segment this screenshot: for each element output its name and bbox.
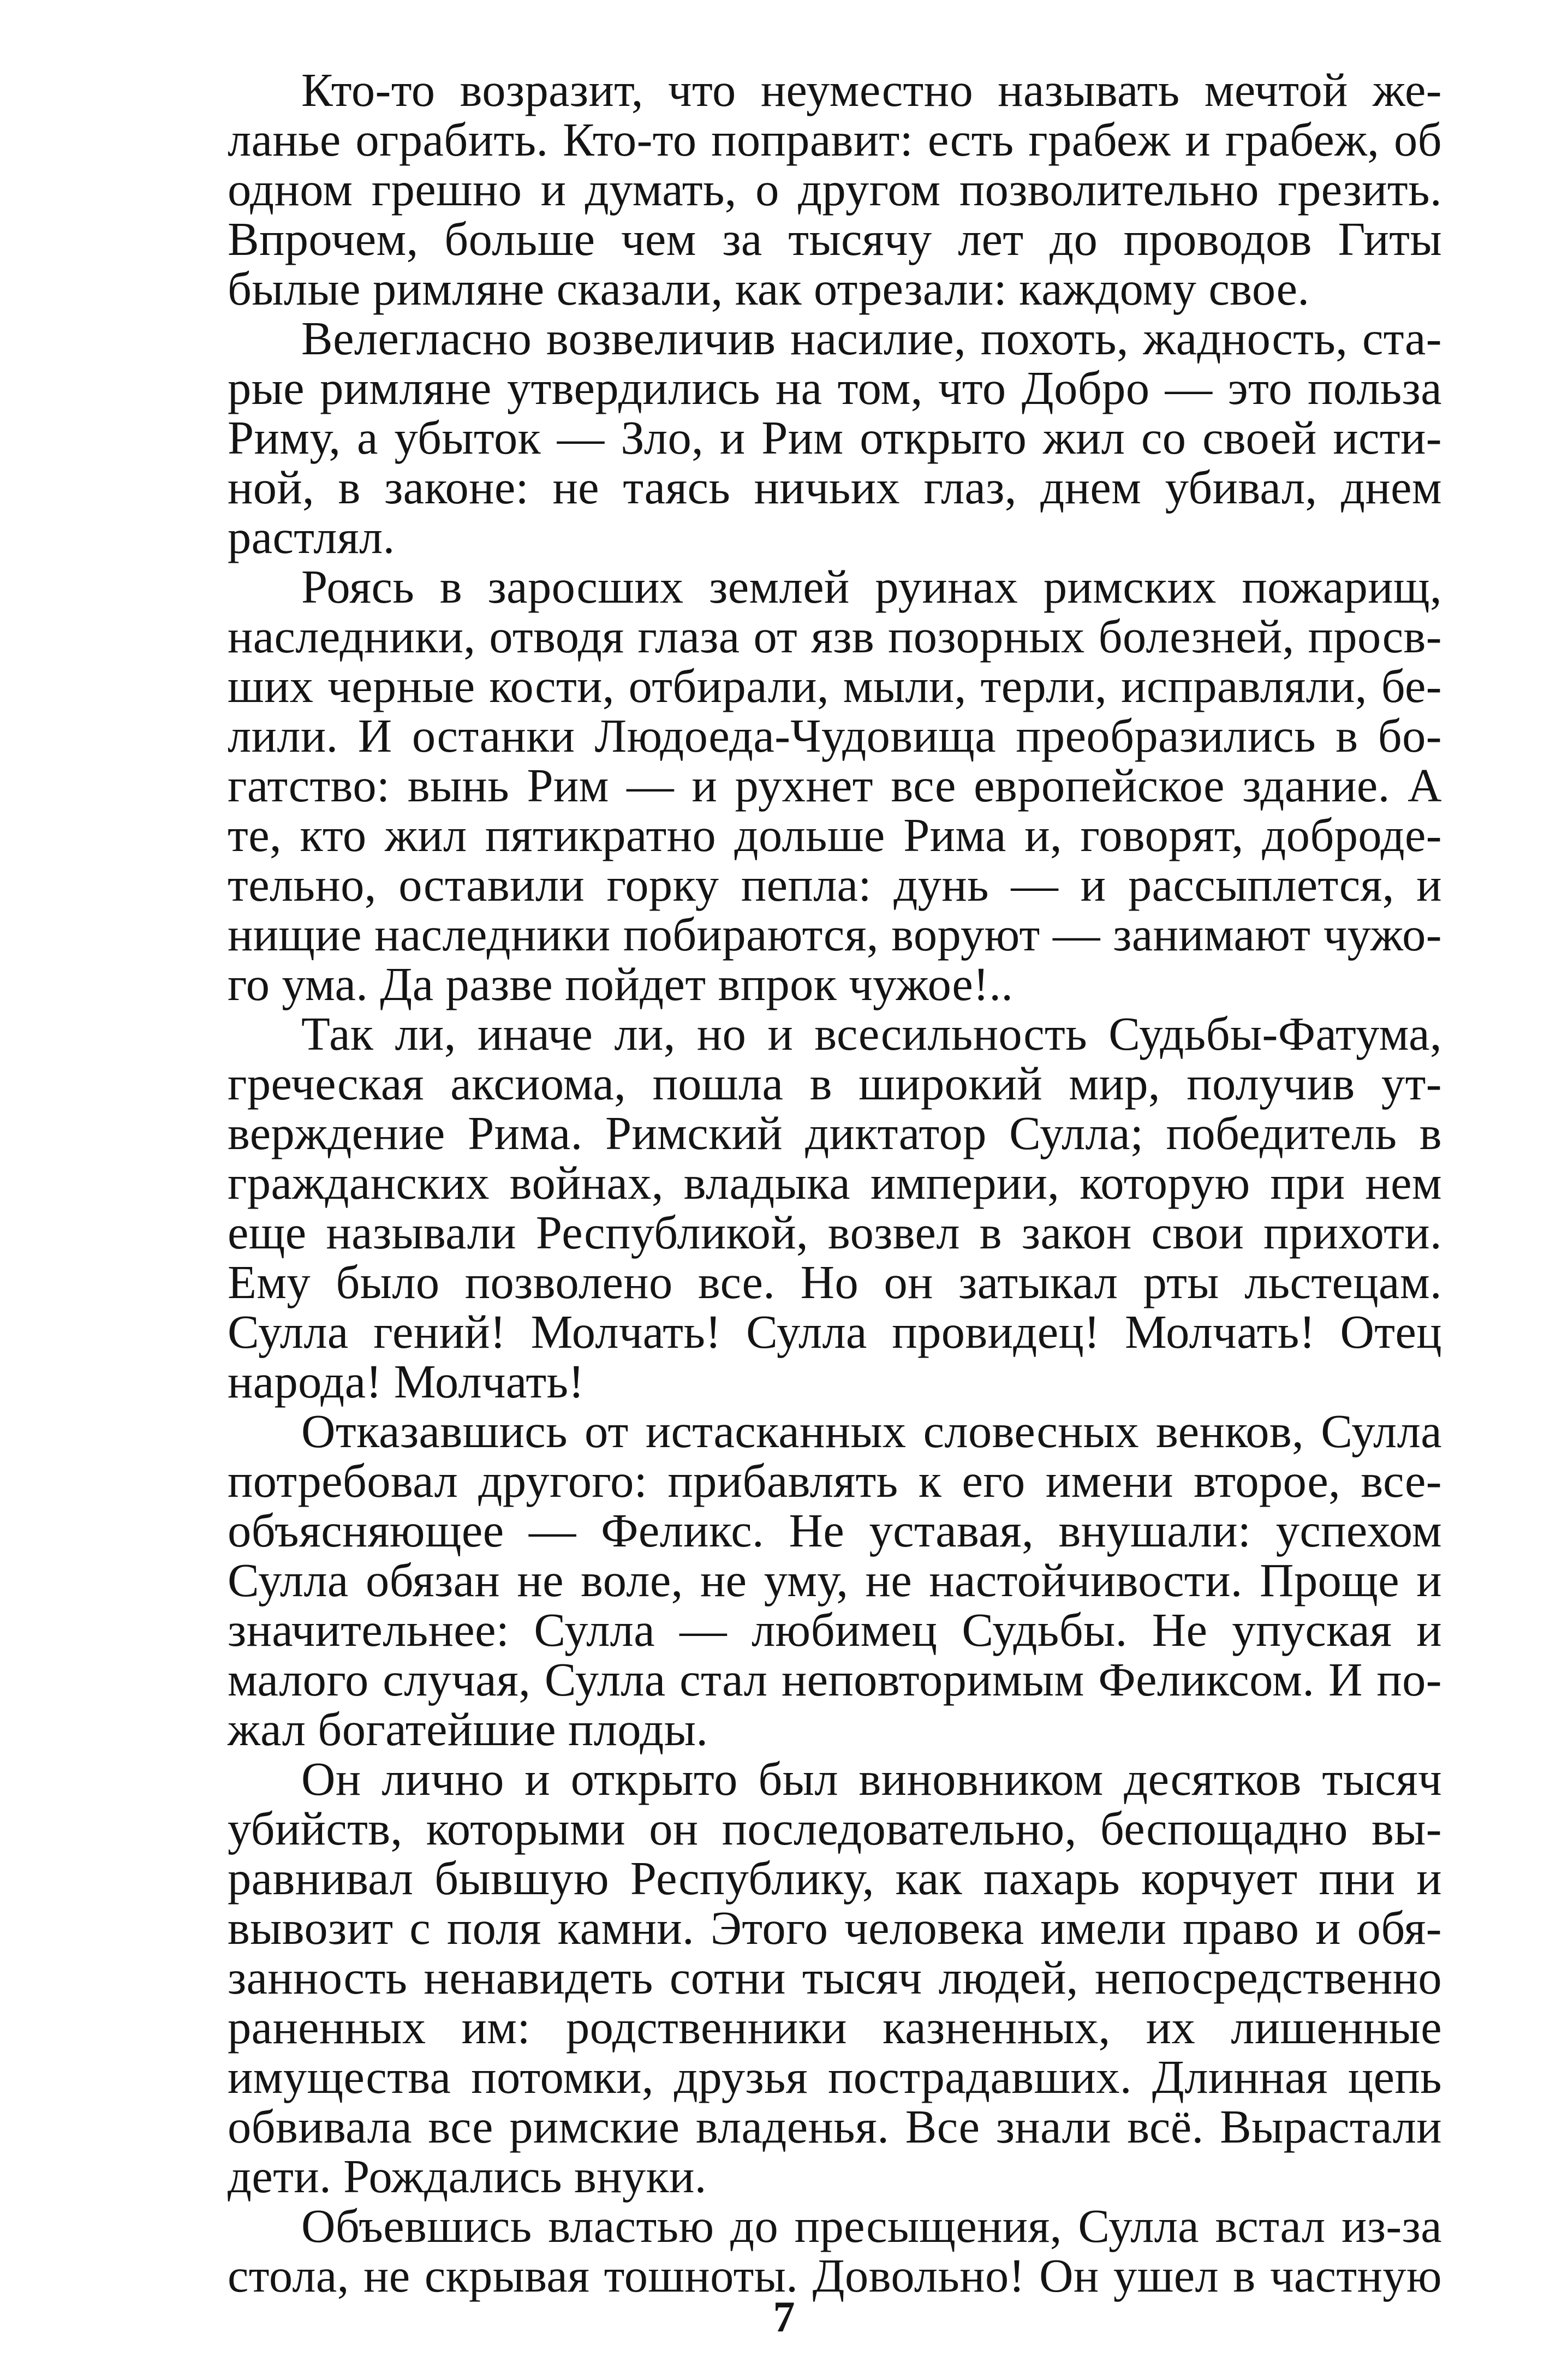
text-line: Он лично и открыто был виновником десятков тысяч <box>301 1753 1442 1805</box>
text-line: былые римляне сказали, как отрезали: каждому свое. <box>228 263 1310 315</box>
text-line: лили. И останки Людоеда-Чудовища преобразились в бо- <box>228 710 1442 762</box>
text-line: Велегласно возвеличив насилие, похоть, жадность, ста- <box>301 312 1442 365</box>
text-line: занность ненавидеть сотни тысяч людей, непосредственно <box>228 1951 1442 2004</box>
text-line: Риму, а убыток — Зло, и Рим открыто жил со своей исти- <box>228 412 1442 464</box>
text-line: растлял. <box>228 511 395 563</box>
text-line: еще называли Республикой, возвел в закон свои прихоти. <box>228 1206 1442 1259</box>
text-line: обвивала все римские владенья. Все знали всё. Вырастали <box>228 2101 1442 2153</box>
paragraph-5 <box>154 1407 1442 1754</box>
text-line: Сулла гений! Молчать! Сулла провидец! Молчать! Отец <box>228 1306 1442 1358</box>
text-line: ших черные кости, отбирали, мыли, терли, исправляли, бе- <box>228 660 1442 712</box>
text-line: гатство: вынь Рим — и рухнет все европейское здание. А <box>228 759 1442 812</box>
text-line: наследники, отводя глаза от язв позорных болезней, просв- <box>228 610 1442 663</box>
text-line: одном грешно и думать, о другом позволительно грезить. <box>228 163 1442 216</box>
text-line: Так ли, иначе ли, но и всесильность Судьбы-Фатума, <box>301 1008 1442 1060</box>
text-line: убийств, которыми он последовательно, беспощадно вы- <box>228 1802 1442 1855</box>
text-line: Ему было позволено все. Но он затыкал рты льстецам. <box>228 1256 1442 1308</box>
text-line: те, кто жил пятикратно дольше Рима и, говорят, доброде- <box>228 809 1442 861</box>
text-line: Роясь в заросших землей руинах римских пожарищ, <box>301 561 1442 613</box>
text-line: дети. Рождались внуки. <box>228 2150 707 2203</box>
paragraph-4 <box>154 1009 1442 1407</box>
text-line: Объевшись властью до пресыщения, Сулла встал из-за <box>301 2200 1442 2252</box>
text-line: тельно, оставили горку пепла: дунь — и рассыплется, и <box>228 859 1442 911</box>
paragraph-3 <box>154 562 1442 1009</box>
text-line: имущества потомки, друзья пострадавших. Длинная цепь <box>228 2051 1442 2103</box>
paragraph-2 <box>154 314 1442 562</box>
text-line: вывозит с поля камни. Этого человека имели право и обя- <box>228 1902 1442 1954</box>
text-line: потребовал другого: прибавлять к его имени второе, все- <box>228 1455 1442 1507</box>
text-line: верждение Рима. Римский диктатор Сулла; победитель в <box>228 1107 1442 1159</box>
text-line: раненных им: родственники казненных, их лишенные <box>228 2001 1442 2054</box>
text-line: гражданских войнах, владыка империи, которую при нем <box>228 1157 1442 1209</box>
text-line: Кто-то возразит, что неуместно называть мечтой же- <box>301 64 1442 116</box>
page-number: 7 <box>773 2293 795 2341</box>
text-line: объясняющее — Феликс. Не уставая, внушали: успехом <box>228 1504 1442 1557</box>
text-line: ланье ограбить. Кто-то поправит: есть грабеж и грабеж, об <box>228 114 1442 166</box>
text-line: народа! Молчать! <box>228 1355 585 1408</box>
text-line: нищие наследники побираются, воруют — занимают чужо- <box>228 908 1442 961</box>
text-line: го ума. Да разве пойдет впрок чужое!.. <box>228 958 1013 1010</box>
text-line: значительнее: Сулла — любимец Судьбы. Не упуская и <box>228 1604 1442 1656</box>
text-line: греческая аксиома, пошла в широкий мир, получив ут- <box>228 1057 1442 1110</box>
paragraph-6 <box>154 1754 1442 2202</box>
text-line: жал богатейшие плоды. <box>228 1703 708 1756</box>
text-line: рые римляне утвердились на том, что Добро — это польза <box>228 362 1442 414</box>
text-line: Сулла обязан не воле, не уму, не настойчивости. Проще и <box>228 1554 1442 1607</box>
paragraph-7 <box>154 2202 1442 2301</box>
text-line: равнивал бывшую Республику, как пахарь корчует пни и <box>228 1852 1442 1905</box>
text-line: малого случая, Сулла стал неповторимым Феликсом. И по- <box>228 1653 1442 1706</box>
text-line: стола, не скрывая тошноты. Довольно! Он ушел в частную <box>228 2250 1442 2302</box>
text-line: ной, в законе: не таясь ничьих глаз, днем убивал, днем <box>228 461 1442 514</box>
text-line: Отказавшись от истасканных словесных венков, Сулла <box>301 1405 1442 1457</box>
paragraph-1 <box>154 66 1442 314</box>
text-line: Впрочем, больше чем за тысячу лет до проводов Гиты <box>228 213 1442 265</box>
book-page <box>154 64 1442 2302</box>
